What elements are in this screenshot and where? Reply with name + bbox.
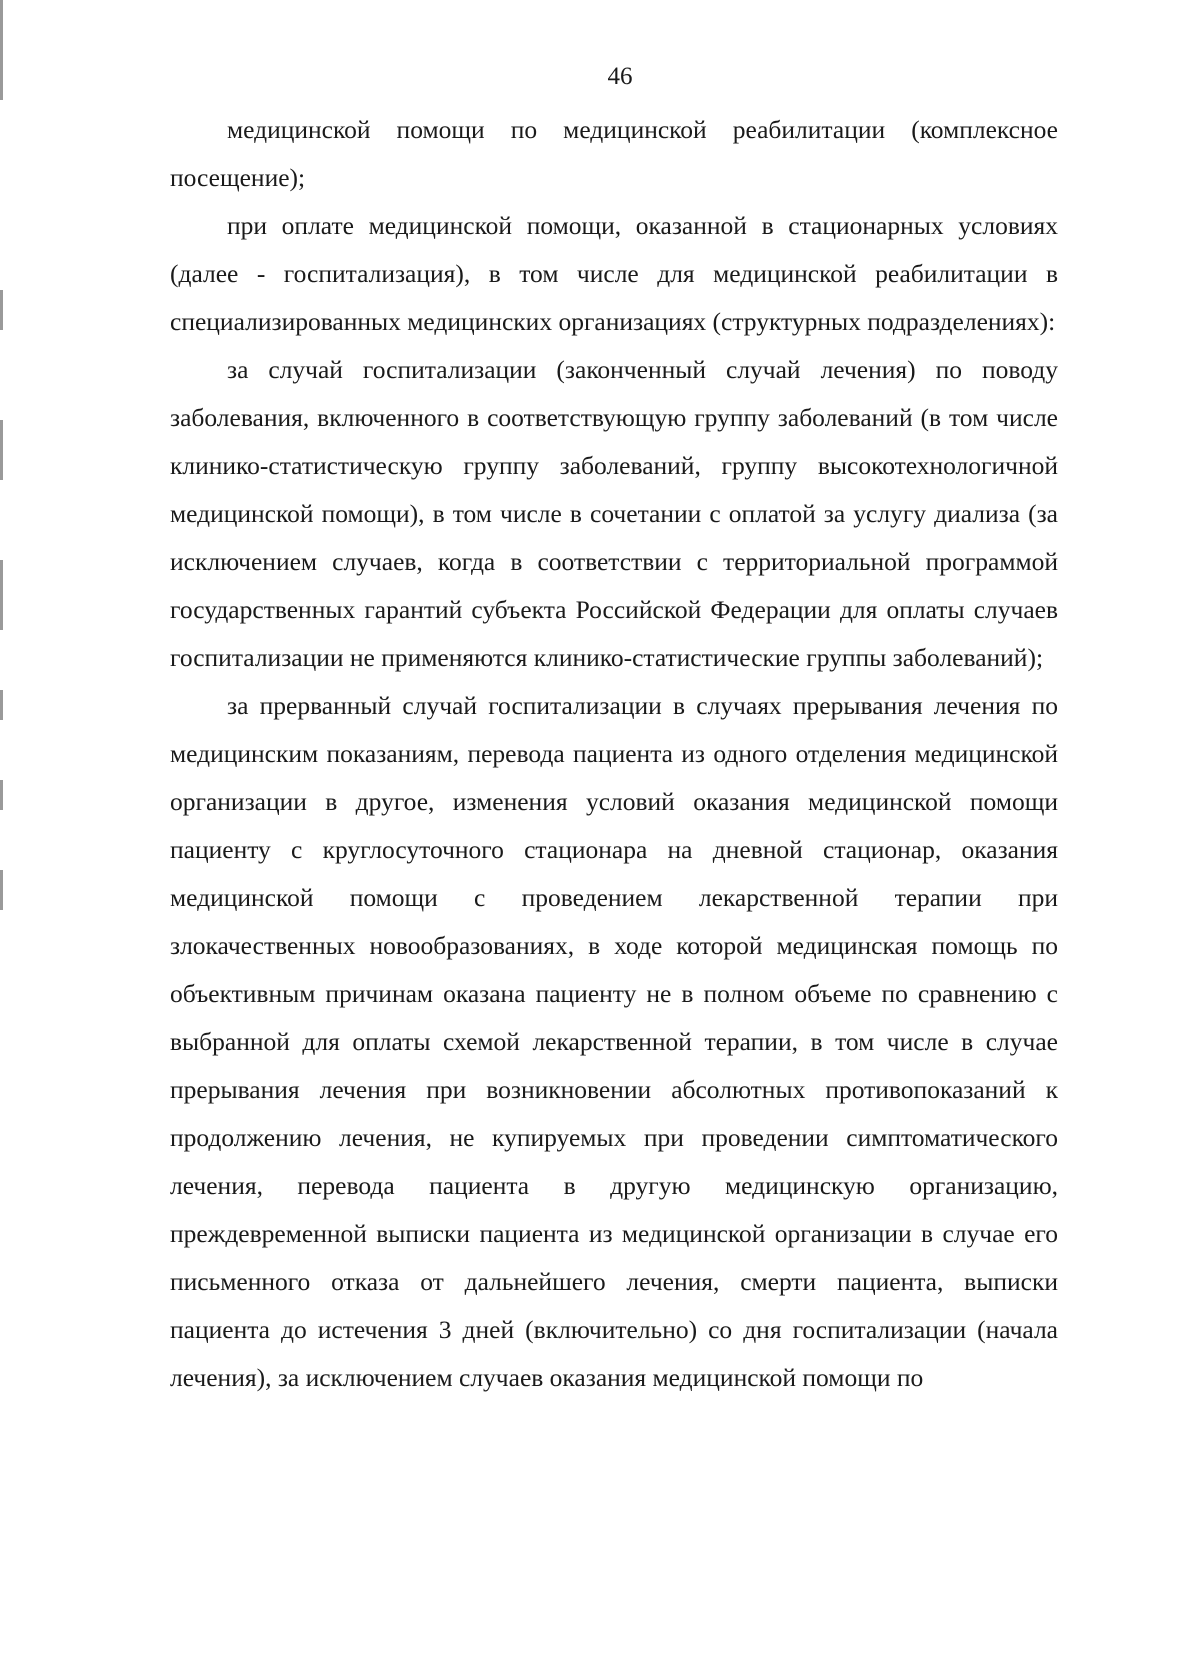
page-number: 46 xyxy=(607,63,633,90)
paragraph: за случай госпитализации (законченный случай лечения) по поводу заболевания, включенного в соответствующую группу заболеваний (в том числе клинико-статистическую группу заболеваний, группу высокотехнологичной медицинской помощи), в том числе в сочетании с оплатой за услугу диализа (за исключением случаев, когда в соответствии с территориальной программой государственных гарантий субъекта Российской Федерации для оплаты случаев госпитализации не применяются клинико-статистические группы заболеваний); xyxy=(170,355,1058,672)
paragraph: за прерванный случай госпитализации в случаях прерывания лечения по медицинским показаниям, перевода пациента из одного отделения медицинской организации в другое, изменения условий оказания медицинской помощи пациенту с круглосуточного стационара на дневной стационар, оказания медицинской помощи с проведением лекарственной терапии при злокачественных новообразованиях, в ходе которой медицинская помощь по объективным причинам оказана пациенту не в полном объеме по сравнению с выбранной для оплаты схемой лекарственной терапии, в том числе в случае прерывания лечения при возникновении абсолютных противопоказаний к продолжению лечения, не купируемых при проведении симптоматического лечения, перевода пациента в другую медицинскую организацию, преждевременной выписки пациента из медицинской организации в случае его письменного отказа от дальнейшего лечения, смерти пациента, выписки пациента до истечения 3 дней (включительно) со дня госпитализации (начала лечения), за исключением случаев оказания медицинской помощи по xyxy=(170,691,1058,1392)
paragraph: при оплате медицинской помощи, оказанной в стационарных условиях (далее - госпитализация), в том числе для медицинской реабилитации в специализированных медицинских организациях (структурных подразделениях): xyxy=(170,211,1058,336)
document-body xyxy=(170,106,1058,1402)
paragraph: медицинской помощи по медицинской реабилитации (комплексное посещение); xyxy=(170,115,1058,192)
scan-edge-marks xyxy=(0,0,4,1661)
